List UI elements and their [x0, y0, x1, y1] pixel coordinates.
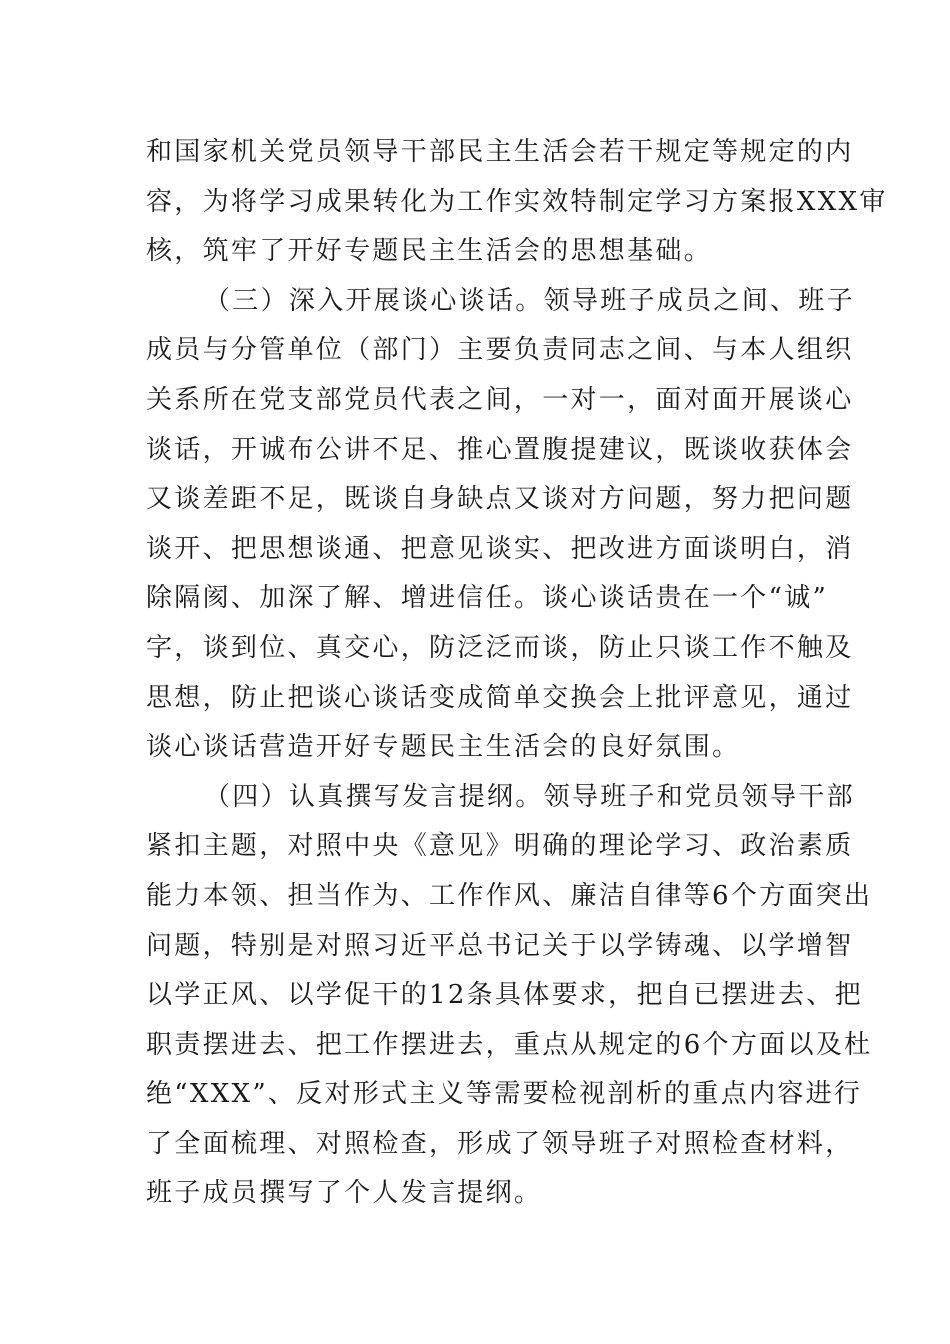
- section-four-heading-line: （四）认真撰写发言提纲。领导班子和党员领导干部: [204, 781, 855, 812]
- text-line: 核，筑牢了开好专题民主生活会的思想基础。: [146, 236, 713, 267]
- text-line: 谈心谈话营造开好专题民主生活会的良好氛围。: [146, 732, 741, 763]
- text-line: 班子成员撰写了个人发言提纲。: [146, 1178, 543, 1209]
- text-line: 思想，防止把谈心谈话变成简单交换会上批评意见，通过: [146, 682, 854, 713]
- text-line: 能力本领、担当作为、工作作风、廉洁自律等6个方面突出: [146, 880, 873, 911]
- text-line: 以学正风、以学促干的12条具体要求，把自已摆进去、把: [146, 980, 863, 1011]
- text-line: 成员与分管单位（部门）主要负责同志之间、与本人组织: [146, 335, 854, 366]
- text-line: 职责摆进去、把工作摆进去，重点从规定的6个方面以及杜: [146, 1029, 873, 1060]
- section-three-heading-line: （三）深入开展谈心谈话。领导班子成员之间、班子: [204, 285, 855, 316]
- text-line: 除隔阂、加深了解、增进信任。谈心谈话贵在一个“诚”: [146, 583, 829, 614]
- document-body: [146, 128, 888, 1219]
- text-line: 绝“XXX”、反对形式主义等需要检视剖析的重点内容进行: [146, 1079, 863, 1110]
- text-line: 了全面梳理、对照检查，形成了领导班子对照检查材料，: [146, 1128, 854, 1159]
- text-line: 容，为将学习成果转化为工作实效特制定学习方案报XXX审: [146, 186, 888, 217]
- text-line: 又谈差距不足，既谈自身缺点又谈对方问题，努力把问题: [146, 484, 854, 515]
- text-line: 和国家机关党员领导干部民主生活会若干规定等规定的内: [146, 137, 854, 167]
- text-line: 关系所在党支部党员代表之间，一对一，面对面开展谈心: [146, 384, 854, 415]
- text-line: 谈开、把思想谈通、把意见谈实、把改进方面谈明白，消: [146, 533, 854, 564]
- text-line: 紧扣主题，对照中央《意见》明确的理论学习、政治素质: [146, 831, 854, 862]
- text-line: 字，谈到位、真交心，防泛泛而谈，防止只谈工作不触及: [146, 632, 854, 663]
- text-line: 谈话，开诚布公讲不足、推心置腹提建议，既谈收获体会: [146, 434, 854, 465]
- text-line: 问题，特别是对照习近平总书记关于以学铸魂、以学增智: [146, 930, 854, 961]
